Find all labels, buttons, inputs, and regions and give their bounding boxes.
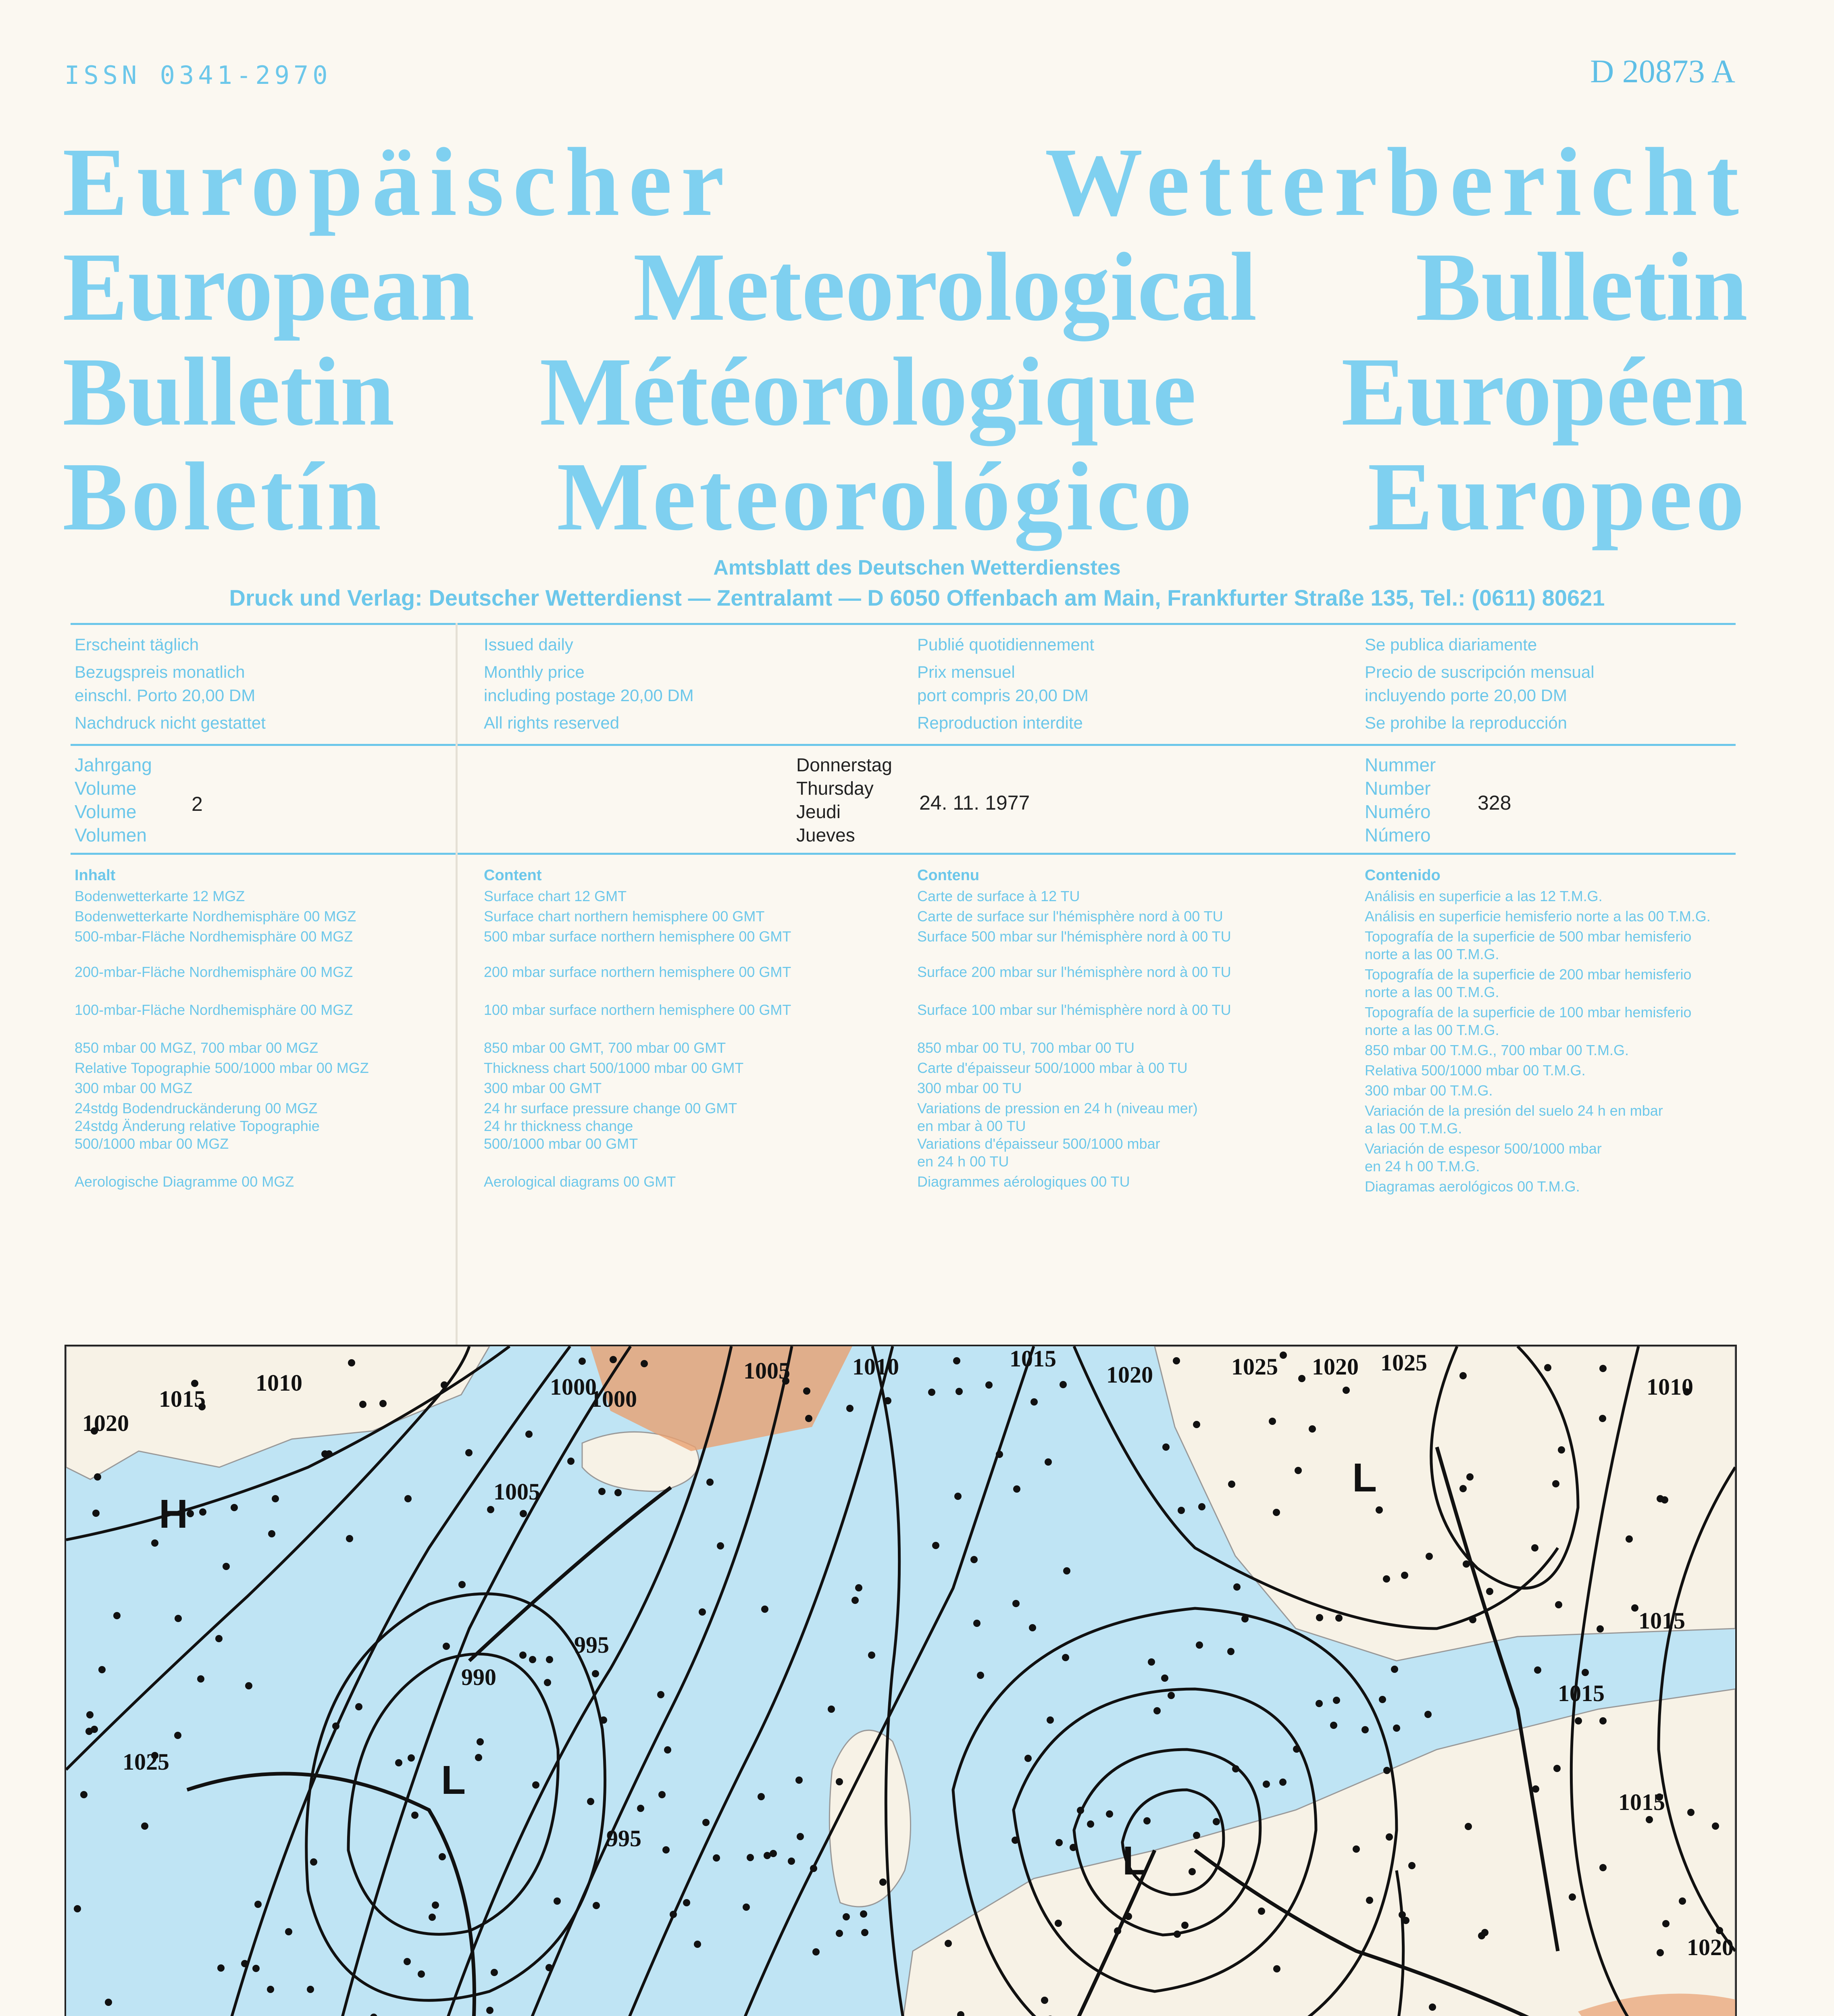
isobar-label: 1010 <box>1647 1374 1693 1400</box>
station-dot <box>1429 2004 1436 2011</box>
isobar-label: 1015 <box>1558 1680 1605 1706</box>
station-dot <box>1597 1625 1604 1633</box>
title-english: European Meteorological Bulletin <box>62 232 1748 341</box>
station-dot <box>1193 1832 1200 1839</box>
station-dot <box>996 1451 1003 1458</box>
station-dot <box>717 1542 724 1549</box>
high-pressure-centre: H <box>159 1491 188 1537</box>
station-dot <box>846 1405 854 1412</box>
station-dot <box>713 1854 720 1862</box>
low-pressure-centre: L <box>1122 1838 1147 1883</box>
isobar-label: 1005 <box>493 1479 540 1505</box>
station-dot <box>1316 1700 1323 1707</box>
station-dot <box>1465 1823 1472 1830</box>
divider <box>71 853 1736 855</box>
station-dot <box>1316 1614 1323 1621</box>
station-dot <box>1273 1509 1280 1516</box>
station-dot <box>953 1357 960 1364</box>
station-dot <box>86 1711 94 1718</box>
station-dot <box>321 1450 329 1458</box>
station-dot <box>843 1913 850 1920</box>
station-dot <box>1295 1467 1302 1474</box>
station-dot <box>683 1899 690 1906</box>
station-dot <box>1087 1820 1094 1828</box>
station-dot <box>151 1539 158 1547</box>
station-dot <box>658 1791 666 1798</box>
station-dot <box>439 1853 446 1860</box>
station-dot <box>272 1495 279 1502</box>
chart-svg <box>66 1346 1735 2016</box>
divider <box>71 744 1736 746</box>
station-dot <box>836 1930 843 1937</box>
station-dot <box>1376 1506 1383 1514</box>
title-french: Bulletin Météorologique Européen <box>62 337 1748 446</box>
station-dot <box>1353 1845 1360 1853</box>
station-dot <box>307 1986 314 1993</box>
isobar-label: 1025 <box>1231 1354 1278 1380</box>
station-dot <box>1232 1765 1239 1772</box>
station-dot <box>788 1858 795 1865</box>
station-dot <box>1143 1817 1151 1824</box>
station-dot <box>529 1656 536 1663</box>
station-dot <box>1148 1658 1155 1666</box>
isobar-label: 1010 <box>256 1370 302 1396</box>
station-dot <box>1045 1458 1052 1466</box>
station-dot <box>91 1726 98 1733</box>
station-dot <box>252 1965 260 1972</box>
station-dot <box>1106 1810 1113 1818</box>
station-dot <box>1012 1837 1019 1844</box>
station-dot <box>1063 1567 1070 1574</box>
isobar-label: 1015 <box>1010 1346 1056 1372</box>
station-dot <box>928 1389 935 1396</box>
station-dot <box>1030 1398 1038 1406</box>
station-dot <box>1047 1716 1054 1724</box>
station-dot <box>411 1812 418 1819</box>
station-dot <box>770 1850 777 1857</box>
station-dot <box>670 1911 677 1918</box>
isobar-label: 1005 <box>743 1358 790 1384</box>
station-dot <box>1114 1927 1121 1935</box>
station-dot <box>245 1682 252 1689</box>
station-dot <box>1298 1375 1305 1382</box>
station-dot <box>1555 1601 1562 1608</box>
station-dot <box>805 1415 812 1422</box>
station-dot <box>860 1910 867 1918</box>
station-dot <box>851 1597 859 1604</box>
station-dot <box>418 1970 425 1978</box>
station-dot <box>359 1401 366 1408</box>
low-pressure-centre: L <box>1352 1455 1377 1500</box>
station-dot <box>1173 1357 1180 1364</box>
station-dot <box>404 1958 411 1965</box>
station-dot <box>310 1858 317 1866</box>
isobar-label: 990 <box>461 1664 496 1690</box>
issn-number: ISSN 0341-2970 <box>65 60 332 90</box>
station-dot <box>1478 1932 1485 1939</box>
station-dot <box>1558 1446 1565 1454</box>
station-dot <box>1599 1717 1607 1724</box>
station-dot <box>1161 1674 1168 1682</box>
station-dot <box>465 1449 473 1456</box>
station-dot <box>92 1510 100 1517</box>
station-dot <box>544 1679 551 1686</box>
station-dot <box>370 2014 377 2016</box>
contents-french: Contenu Carte de surface à 12 TU Carte de surface sur l'hémisphère nord à 00 TU Surface 500 mbar sur l'hémisphère nord à 00 TU Surface 200 mbar sur l'hémisphère nord à 00 TU Surface 100 mbar sur l'hémisphère nord à 00 TU 850 mbar 00 TU, 700 mbar 00 TU Carte d'épaisseur 500/1000 mbar à 00 TU 300 mbar 00 TU Variations de pression en 24 h (niveau mer) en mbar à 00 TU Variations d'épaisseur 500/1000 mbar en 24 h 00 TU Diagrammes aérologiques 00 TU <box>917 867 1231 1190</box>
station-dot <box>520 1510 527 1517</box>
station-dot <box>1532 1785 1539 1793</box>
occluded-front <box>469 1487 671 1661</box>
title-german: Europäischer Wetterbericht <box>62 127 1748 236</box>
station-dot <box>1402 1917 1409 1924</box>
station-dot <box>532 1781 539 1789</box>
station-dot <box>1716 1927 1723 1934</box>
station-dot <box>1486 1588 1493 1595</box>
station-dot <box>1383 1767 1391 1774</box>
station-dot <box>545 1964 553 1971</box>
station-dot <box>836 1778 843 1785</box>
number-labels: Nummer Number Numéro Número <box>1365 754 1436 846</box>
station-dot <box>1424 1711 1432 1718</box>
station-dot <box>215 1635 223 1642</box>
station-dot <box>332 1722 339 1730</box>
station-dot <box>546 1656 553 1663</box>
station-dot <box>1041 1997 1048 2004</box>
station-dot <box>797 1833 804 1840</box>
station-dot <box>614 1489 622 1496</box>
volume-value: 2 <box>192 793 203 815</box>
station-dot <box>477 1738 484 1745</box>
station-dot <box>1024 1755 1032 1762</box>
station-dot <box>1599 1365 1607 1372</box>
divider <box>71 623 1736 625</box>
station-dot <box>664 1746 671 1754</box>
station-dot <box>1269 1418 1276 1425</box>
title-spanish: Boletín Meteorológico Europeo <box>62 442 1748 551</box>
contents-english: Content Surface chart 12 GMT Surface chart northern hemisphere 00 GMT 500 mbar surface northern hemisphere 00 GMT 200 mbar surface northern hemisphere 00 GMT 100 mbar surface northern hemisphere 00 GMT 850 mbar 00 GMT, 700 mbar 00 GMT Thickness chart 500/1000 mbar 00 GMT 300 mbar 00 GMT 24 hr surface pressure change 00 GMT 24 hr thickness change 500/1000 mbar 00 GMT Aerological diagrams 00 GMT <box>484 867 791 1190</box>
station-dot <box>429 1914 436 1921</box>
station-dot <box>1181 1922 1189 1929</box>
station-dot <box>1013 1485 1020 1493</box>
station-dot <box>1125 1913 1132 1920</box>
station-dot <box>554 1897 561 1905</box>
station-dot <box>197 1675 204 1683</box>
isobar-label: 1020 <box>82 1410 129 1436</box>
station-dot <box>567 1458 575 1465</box>
station-dot <box>1582 1669 1589 1676</box>
contents-spanish: Contenido Análisis en superficie a las 12 T.M.G. Análisis en superficie hemisferio norte a las 00 T.M.G. Topografía de la superficie de 500 mbar hemisferio norte a las 00 T.M.G. Topografía de la superficie de 200 mbar hemisferio norte a las 00 T.M.G. Topografía de la superficie de 100 mbar hemisferio norte a las 00 T.M.G. 850 mbar 00 T.M.G., 700 mbar 00 T.M.G. Relativa 500/1000 mbar 00 T.M.G. 300 mbar 00 T.M.G. Variación de la presión del suelo 24 h en mbar a las 00 T.M.G. Variación de espesor 500/1000 mbar en 24 h 00 T.M.G. Diagramas aerológicos 00 T.M.G. <box>1365 867 1711 1195</box>
station-dot <box>812 1948 820 1956</box>
station-dot <box>1060 1381 1067 1388</box>
station-dot <box>1662 1920 1670 1927</box>
publisher-line: Druck und Verlag: Deutscher Wetterdienst — Zentralamt — D 6050 Offenbach am Main, Frankfurter Straße 135, Tel.: (0611) 80621 <box>229 585 1605 610</box>
station-dot <box>761 1606 768 1613</box>
station-dot <box>346 1535 353 1542</box>
station-dot <box>1335 1614 1343 1622</box>
station-dot <box>443 1643 450 1650</box>
station-dot <box>1599 1864 1607 1871</box>
station-dot <box>1463 1560 1470 1568</box>
station-dot <box>268 1530 275 1537</box>
station-dot <box>954 1493 962 1500</box>
station-dot <box>1569 1893 1576 1901</box>
contents-german: Inhalt Bodenwetterkarte 12 MGZ Bodenwetterkarte Nordhemisphäre 00 MGZ 500-mbar-Fläche Nordhemisphäre 00 MGZ 200-mbar-Fläche Nordhemisphäre 00 MGZ 100-mbar-Fläche Nordhemisphäre 00 MGZ 850 mbar 00 MGZ, 700 mbar 00 MGZ Relative Topographie 500/1000 mbar 00 MGZ 300 mbar 00 MGZ 24stdg Bodendruckänderung 00 MGZ 24stdg Änderung relative Topographie 500/1000 mbar 00 MGZ Aerologische Diagramme 00 MGZ <box>75 867 369 1190</box>
isobar-label: 1025 <box>1380 1350 1427 1376</box>
station-dot <box>1553 1765 1561 1772</box>
station-dot <box>1459 1372 1467 1379</box>
station-dot <box>598 1488 606 1495</box>
station-dot <box>486 2007 493 2014</box>
station-dot <box>1178 1507 1185 1514</box>
isobar-label: 1020 <box>1687 1934 1734 1960</box>
station-dot <box>1575 1717 1582 1724</box>
station-dot <box>408 1754 415 1762</box>
station-dot <box>1273 1965 1280 1972</box>
station-dot <box>1679 1897 1686 1905</box>
station-dot <box>1401 1572 1408 1579</box>
station-dot <box>74 1905 81 1912</box>
station-dot <box>355 1703 362 1710</box>
station-dot <box>657 1691 664 1698</box>
isobar-label: 1015 <box>159 1386 206 1412</box>
station-dot <box>587 1798 594 1805</box>
document-number: D 20873 A <box>1590 53 1735 90</box>
station-dot <box>1162 1443 1170 1451</box>
station-dot <box>795 1776 803 1784</box>
station-dot <box>267 1986 274 1993</box>
isobar-label: 995 <box>574 1632 609 1658</box>
station-dot <box>441 1381 448 1389</box>
station-dot <box>694 1941 701 1948</box>
station-dot <box>803 1387 810 1395</box>
station-dot <box>1330 1722 1337 1729</box>
station-dot <box>1534 1666 1541 1674</box>
station-dot <box>458 1581 466 1588</box>
station-dot <box>706 1479 714 1486</box>
station-dot <box>699 1608 706 1616</box>
station-dot <box>758 1793 765 1800</box>
station-dot <box>141 1822 148 1830</box>
station-dot <box>395 1759 402 1766</box>
station-dot <box>285 1928 292 1935</box>
station-dot <box>828 1706 835 1713</box>
station-dot <box>1062 1654 1069 1661</box>
station-dot <box>743 1904 750 1911</box>
station-dot <box>1153 1707 1161 1714</box>
station-dot <box>1408 1862 1416 1869</box>
station-dot <box>174 1732 181 1739</box>
station-dot <box>1343 1387 1350 1394</box>
cold-front <box>187 1774 475 2016</box>
station-dot <box>404 1495 412 1502</box>
station-dot <box>475 1754 482 1761</box>
surface-weather-chart <box>65 1345 1737 2016</box>
info-english: Issued daily Monthly price including postage 20,00 DM All rights reserved <box>484 635 694 732</box>
isobar-label: 1010 <box>852 1354 899 1380</box>
isobar-label: 1015 <box>1618 1789 1665 1815</box>
station-dot <box>1544 1364 1551 1371</box>
station-dot <box>1280 1352 1287 1359</box>
station-dot <box>985 1381 993 1389</box>
station-dot <box>945 1940 952 1947</box>
isobar-label: 1000 <box>590 1386 637 1412</box>
station-dot <box>884 1397 891 1404</box>
station-dot <box>519 1652 527 1659</box>
isobar-label: 1020 <box>1312 1354 1359 1380</box>
station-dot <box>175 1615 182 1622</box>
station-dot <box>1426 1553 1433 1560</box>
station-dot <box>1599 1415 1606 1422</box>
station-dot <box>810 1865 817 1872</box>
station-dot <box>1646 1816 1653 1823</box>
station-dot <box>641 1360 648 1367</box>
station-dot <box>525 1431 533 1438</box>
isobar-label: 995 <box>606 1825 641 1851</box>
station-dot <box>223 1563 230 1570</box>
station-dot <box>491 1969 498 1976</box>
low-pressure-centre: L <box>441 1758 466 1803</box>
station-dot <box>956 1388 963 1395</box>
station-dot <box>1687 1809 1695 1816</box>
station-dot <box>1366 1897 1373 1904</box>
station-dot <box>637 1805 644 1812</box>
station-dot <box>1531 1544 1538 1552</box>
station-dot <box>1393 1724 1400 1732</box>
official-gazette-line: Amtsblatt des Deutschen Wetterdienstes <box>713 556 1121 579</box>
station-dot <box>80 1791 87 1798</box>
station-dot <box>592 1670 599 1677</box>
station-dot <box>1466 1473 1474 1481</box>
station-dot <box>1198 1503 1205 1510</box>
station-dot <box>861 1929 868 1936</box>
station-dot <box>217 1964 225 1972</box>
station-dot <box>1361 1726 1369 1733</box>
station-dot <box>747 1854 754 1861</box>
station-dot <box>579 1358 586 1365</box>
station-dot <box>487 1506 494 1513</box>
station-dot <box>348 1359 355 1366</box>
station-dot <box>1631 1604 1638 1612</box>
station-dot <box>105 1999 112 2006</box>
station-dot <box>1189 1868 1196 1875</box>
info-spanish: Se publica diariamente Precio de suscripción mensual incluyendo porte 20,00 DM Se prohibe la reproducción <box>1365 635 1595 732</box>
station-dot <box>1626 1535 1633 1543</box>
station-dot <box>199 1508 206 1516</box>
station-dot <box>1070 1844 1077 1851</box>
station-dot <box>1241 1615 1249 1622</box>
station-dot <box>1227 1648 1234 1655</box>
station-dot <box>855 1584 862 1591</box>
station-dot <box>1552 1480 1559 1487</box>
volume-labels: Jahrgang Volume Volume Volumen <box>75 754 152 846</box>
station-dot <box>932 1542 939 1549</box>
station-dot <box>231 1504 238 1511</box>
station-dot <box>113 1612 121 1619</box>
issue-date: 24. 11. 1977 <box>919 791 1030 814</box>
station-dot <box>1233 1583 1241 1591</box>
station-dot <box>1263 1781 1270 1788</box>
station-dot <box>379 1400 387 1407</box>
station-dot <box>1055 1920 1062 1927</box>
info-german: Erscheint täglich Bezugspreis monatlich einschl. Porto 20,00 DM Nachdruck nicht gestattet <box>75 635 266 732</box>
station-dot <box>610 1356 617 1363</box>
station-dot <box>98 1666 106 1673</box>
station-dot <box>1333 1697 1340 1704</box>
station-dot <box>1469 1616 1476 1623</box>
station-dot <box>1386 1833 1393 1841</box>
station-dot <box>662 1846 670 1854</box>
isobar-label: 1000 <box>550 1374 597 1400</box>
station-dot <box>1055 1839 1063 1846</box>
station-dot <box>1293 1745 1300 1753</box>
station-dot <box>1391 1666 1398 1673</box>
station-dot <box>1383 1575 1390 1583</box>
station-dot <box>1379 1696 1386 1703</box>
station-dot <box>970 1556 978 1563</box>
station-dot <box>432 1901 439 1909</box>
station-dot <box>1213 1818 1220 1825</box>
station-dot <box>1193 1421 1200 1428</box>
station-dot <box>1174 1931 1181 1938</box>
isobar-label: 1015 <box>1638 1608 1685 1634</box>
isobar-label: 1025 <box>123 1749 169 1775</box>
station-dot <box>1459 1485 1467 1492</box>
station-dot <box>1228 1481 1235 1488</box>
station-dot <box>1657 1949 1664 1956</box>
station-dot <box>973 1620 980 1627</box>
weekday-labels: Donnerstag Thursday Jeudi Jueves <box>796 754 892 846</box>
station-dot <box>702 1819 710 1826</box>
station-dot <box>1196 1641 1203 1649</box>
station-dot <box>1657 1495 1664 1502</box>
station-dot <box>254 1901 262 1908</box>
station-dot <box>1309 1425 1316 1433</box>
land-greenland <box>66 1346 489 1479</box>
station-dot <box>1712 1822 1719 1830</box>
station-dot <box>1029 1624 1036 1631</box>
station-dot <box>1258 1908 1265 1915</box>
station-dot <box>1168 1692 1175 1699</box>
isobar-label: 1020 <box>1106 1362 1153 1388</box>
station-dot <box>600 1716 607 1724</box>
station-dot <box>1012 1600 1020 1607</box>
info-french: Publié quotidiennement Prix mensuel port compris 20,00 DM Reproduction interdite <box>917 635 1094 732</box>
station-dot <box>94 1473 101 1481</box>
issue-number: 328 <box>1478 791 1511 814</box>
station-dot <box>593 1902 600 1909</box>
station-dot <box>879 1879 887 1886</box>
station-dot <box>1077 1807 1084 1814</box>
station-dot <box>868 1652 875 1659</box>
station-dot <box>977 1672 984 1679</box>
station-dot <box>241 1960 248 1967</box>
station-dot <box>1279 1779 1287 1786</box>
